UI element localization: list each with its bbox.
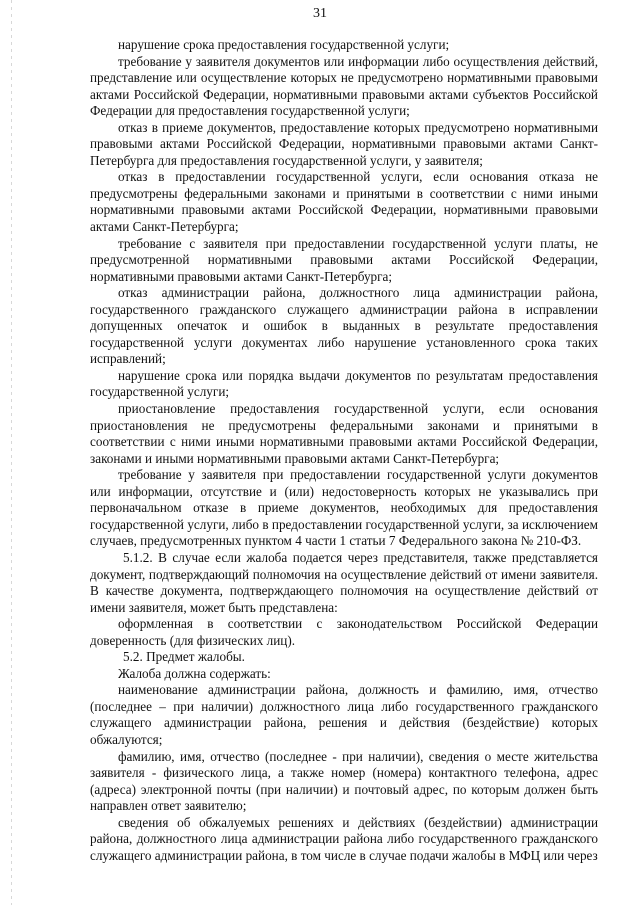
paragraph: 5.1.2. В случае если жалоба подается через представителя, также представляется документ, подтверждающий полномочия на осуществление действий от имени заявителя. В качестве документа, подтверждающего полномочия на осуществление действий от имени заявителя, может быть представлена: [90,549,598,615]
paragraph: Жалоба должна содержать: [118,665,271,681]
paragraph: фамилию, имя, отчество (последнее - при наличии), сведения о месте жительства заявителя - физического лица, а также номер (номера) контактного телефона, адрес (адреса) электронной почты (при наличии) и почтовый адрес, по которым должен быть направлен ответ заявителю; [90,748,598,814]
section-heading: 5.2. Предмет жалобы. [123,649,245,665]
paragraph: приостановление предоставления государственной услуги, если основания приостановления не предусмотрены федеральными законами и принятыми в соответствии с ними иными нормативными правовыми актами Российской Федерации, законами и иными нормативными правовыми актами Санкт-Петербурга; [90,401,598,466]
paragraph: отказ в приеме документов, предоставление которых предусмотрено нормативными правовыми актами Российской Федерации, нормативными правовыми актами Санкт-Петербурга для предоставления государственной услуги, у заявителя; [90,119,598,168]
paragraph: оформленная в соответствии с законодательством Российской Федерации доверенность (для физических лиц). [90,616,598,648]
paragraph: требование у заявителя документов или информации либо осуществления действий, представление или осуществление которых не предусмотрено нормативными правовыми актами Российской Федерации, нормативными правовыми актами субъектов Российской Федерации для предоставления государственной услуги; [90,53,598,119]
paragraph: нарушение срока или порядка выдачи документов по результатам предоставления государственной услуги; [90,367,598,400]
document-body [90,37,598,864]
paragraph: нарушение срока предоставления государственной услуги; [118,37,450,52]
paragraph: наименование администрации района, должность и фамилию, имя, отчество (последнее – при наличии) должностного лица либо государственного гражданского служащего администрации района, решения и действия (бездействие) которых обжалуются; [90,682,598,747]
paragraph: требование с заявителя при предоставлении государственной услуги платы, не предусмотренной нормативными правовыми актами Российской Федерации, нормативными правовыми актами Санкт-Петербурга; [90,235,598,284]
paragraph: отказ в предоставлении государственной услуги, если основания отказа не предусмотрены федеральными законами и принятыми в соответствии с ними иными нормативными правовыми актами Российской Федерации, нормативными правовыми актами Санкт-Петербурга; [90,169,598,235]
paragraph: требование у заявителя при предоставлении государственной услуги документов или информации, отсутствие и (или) недостоверность которых не указывались при первоначальном отказе в приеме документов, необходимых для предоставления государственной услуги, либо в предоставлении государственной услуги, за исключением случаев, предусмотренных пунктом 4 части 1 статьи 7 Федерального закона № 210-ФЗ. [90,467,598,549]
page-number: 31 [313,6,327,21]
scan-edge [11,0,12,905]
paragraph: отказ администрации района, должностного лица администрации района, государственного гражданского служащего администрации района в исправлении допущенных опечаток и ошибок в выданных в результате предоставления государственной услуги документах либо нарушение установленного срока таких исправлений; [90,285,598,367]
paragraph: сведения об обжалуемых решениях и действиях (бездействии) администрации района, должностного лица администрации района либо государственного гражданского служащего администрации района, в том числе в случае подачи жалобы в МФЦ или через [90,814,598,863]
